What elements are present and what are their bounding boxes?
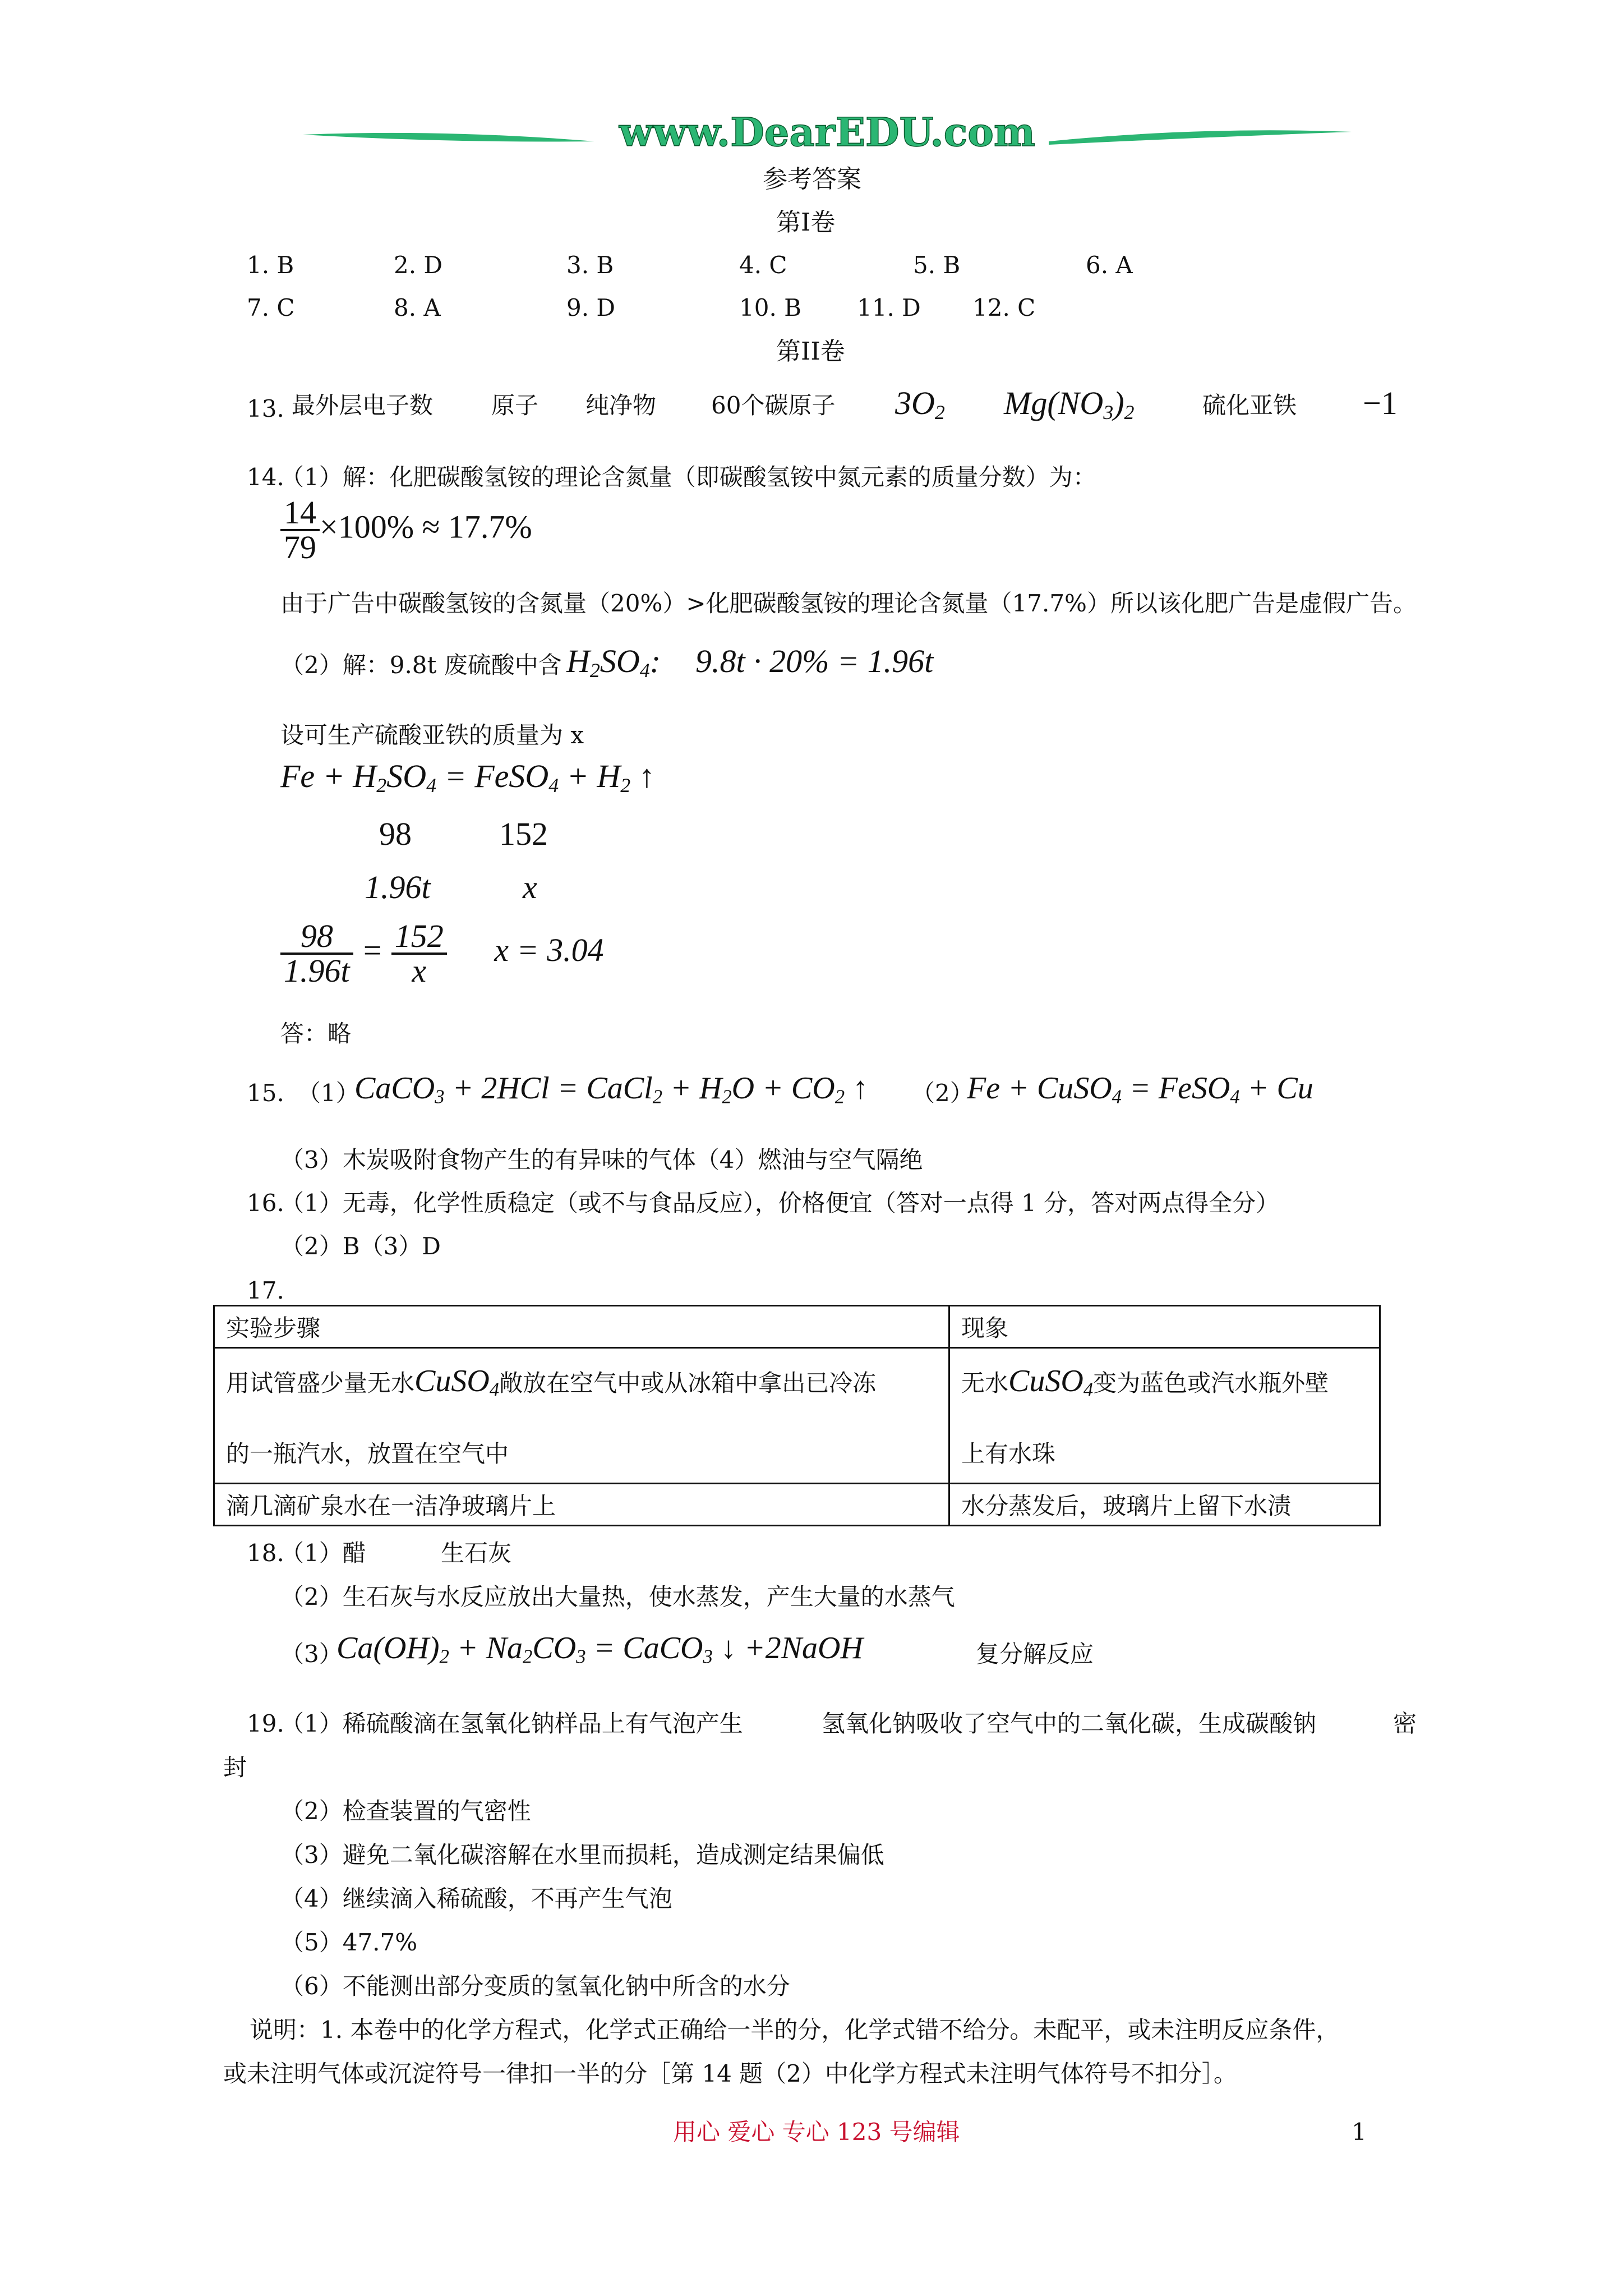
table-row xyxy=(214,1348,1380,1484)
frac-den: 79 xyxy=(284,529,316,565)
q14-formula: 9.8t · 20% = 1.96t xyxy=(695,643,934,679)
step-cell: 用试管盛少量无水CuSO$_4$敞放在空气中或从冰箱中拿出已冷冻 的一瓶汽水，放置在空气中 xyxy=(214,1348,949,1484)
q13-answer: 最外层电子数 xyxy=(292,392,434,419)
mc-answer: 8. A xyxy=(394,294,441,321)
mc-answer: 9. D xyxy=(566,294,616,321)
q15-label: （1） xyxy=(297,1079,359,1107)
frac-rest: ×100% ≈ 17.7% xyxy=(320,508,532,545)
q19-text: 封 xyxy=(223,1754,247,1781)
q19-text: （2）检查装置的气密性 xyxy=(280,1797,531,1825)
note-text: 说明：1. 本卷中的化学方程式，化学式正确给一半的分，化学式错不给分。未配平，或未注明反应条件， xyxy=(250,2016,1340,2044)
footer-text: 用心 爱心 专心 123 号编辑 xyxy=(673,2118,960,2146)
ratio-den: 1.96t xyxy=(284,953,350,989)
q17-number: 17. xyxy=(247,1277,284,1304)
q19-text: 密 xyxy=(1393,1710,1417,1737)
ratio-num: 152 xyxy=(391,920,447,955)
mc-answer: 5. B xyxy=(913,251,961,279)
q19-text: 氢氧化钠吸收了空气中的二氧化碳，生成碳酸钠 xyxy=(822,1710,1317,1737)
q16-text: （1）无毒，化学性质稳定（或不与食品反应），价格便宜（答对一点得 1 分，答对两点得全分） xyxy=(280,1189,1280,1217)
q14-mass: 98 xyxy=(379,816,412,852)
q18-text: 生石灰 xyxy=(441,1539,512,1567)
page-title: 参考答案 xyxy=(763,165,861,194)
q16-text: （2）B（3）D xyxy=(280,1232,441,1260)
q13-answer: 原子 xyxy=(491,392,539,419)
q19-text: （6）不能测出部分变质的氢氧化钠中所含的水分 xyxy=(280,1972,790,2000)
q14-text: （1）解：化肥碳酸氢铵的理论含氮量（即碳酸氢铵中氮元素的质量分数）为： xyxy=(280,463,1096,491)
q13-answer: −1 xyxy=(1363,385,1398,421)
q13-formula: $3O_2$ xyxy=(895,385,945,424)
q13-number: 13. xyxy=(247,395,284,422)
q14-fraction xyxy=(280,496,532,564)
table-header-row xyxy=(214,1306,1380,1348)
q18-text: （1）醋 xyxy=(280,1539,366,1567)
q14-formula: $H_2SO_4$: xyxy=(566,643,661,682)
mc-answer: 2. D xyxy=(394,251,443,279)
ratio-num: 98 xyxy=(280,920,353,955)
q18-text: 复分解反应 xyxy=(976,1640,1094,1668)
frac-num: 14 xyxy=(280,496,320,531)
logo-swoosh-left xyxy=(303,133,594,142)
experiment-table xyxy=(213,1305,1381,1526)
q18-label: （3） xyxy=(280,1640,343,1668)
mc-answer: 10. B xyxy=(739,294,802,321)
ratio-den: x xyxy=(412,953,427,989)
q15-label: （2） xyxy=(911,1079,974,1107)
q15-equation: CaCO$_3$ + 2HCl = CaCl$_2$ + $H_2O + CO_2$ ↑ xyxy=(354,1071,869,1108)
mc-answer: 4. C xyxy=(739,251,787,279)
q14-text: 设可生产硫酸亚铁的质量为 x xyxy=(280,721,584,749)
q13-formula: $Mg(NO_3)_2$ xyxy=(1004,385,1135,424)
phenomenon-cell: 无水CuSO$_4$变为蓝色或汽水瓶外壁 上有水珠 xyxy=(949,1348,1380,1484)
q13-answer: 硫化亚铁 xyxy=(1202,392,1297,419)
q15-number: 15. xyxy=(247,1079,284,1107)
mc-answer: 12. C xyxy=(972,294,1036,321)
q19-text: （5）47.7% xyxy=(280,1929,418,1956)
q18-equation: $Ca(OH)_2 + Na_2CO_3$ = CaCO$_3$ ↓ +2NaOH xyxy=(336,1631,863,1668)
q19-text: （1）稀硫酸滴在氢氧化钠样品上有气泡产生 xyxy=(280,1710,743,1737)
q16-number: 16. xyxy=(247,1189,284,1217)
mc-answer: 3. B xyxy=(566,251,614,279)
mc-answer: 11. D xyxy=(857,294,921,321)
q15-equation: Fe + CuSO$_4$ = FeSO$_4$ + Cu xyxy=(967,1071,1313,1108)
page-number: 1 xyxy=(1352,2118,1367,2146)
header-phenomenon: 现象 xyxy=(949,1306,1380,1348)
part1-label: 第I卷 xyxy=(776,208,836,237)
q18-number: 18. xyxy=(247,1539,284,1567)
mc-answer: 7. C xyxy=(247,294,295,321)
q19-number: 19. xyxy=(247,1710,284,1737)
mc-answer: 6. A xyxy=(1086,251,1133,279)
q14-text: 由于广告中碳酸氢铵的含氮量（20%）>化肥碳酸氢铵的理论含氮量（17.7%）所以该化肥广告是虚假广告。 xyxy=(280,590,1417,617)
q14-text: （2）解：9.8t 废硫酸中含 xyxy=(280,651,562,679)
note-text: 或未注明气体或沉淀符号一律扣一半的分［第 14 题（2）中化学方程式未注明气体符号不扣分］。 xyxy=(223,2060,1237,2087)
q14-number: 14. xyxy=(247,463,284,491)
phenomenon-cell: 水分蒸发后，玻璃片上留下水渍 xyxy=(949,1484,1380,1526)
step-cell: 滴几滴矿泉水在一洁净玻璃片上 xyxy=(214,1484,949,1526)
q14-value: x xyxy=(523,869,537,905)
mc-answer: 1. B xyxy=(247,251,294,279)
q14-mass: 152 xyxy=(499,816,548,852)
q18-text: （2）生石灰与水反应放出大量热，使水蒸发，产生大量的水蒸气 xyxy=(280,1583,955,1611)
part2-label: 第II卷 xyxy=(776,337,845,366)
q13-answer: 纯净物 xyxy=(585,392,657,419)
q19-text: （4）继续滴入稀硫酸，不再产生气泡 xyxy=(280,1885,672,1912)
q13-answer: 60个碳原子 xyxy=(711,392,836,419)
q15-text: （3）木炭吸附食物产生的有异味的气体（4）燃油与空气隔绝 xyxy=(280,1146,923,1174)
q19-text: （3）避免二氧化碳溶解在水里而损耗，造成测定结果偏低 xyxy=(280,1841,884,1869)
table-row xyxy=(214,1484,1380,1526)
q14-value: 1.96t xyxy=(365,869,431,905)
q14-ratio: $\frac{98}{1.96t}$ = $\frac{152}{x}$ x = 3.04 xyxy=(280,920,604,987)
logo-text: www.DearEDU.com xyxy=(619,112,1036,155)
q14-equation: $Fe + H_2SO_4$ = FeSO$_4$ + $H_2$ ↑ xyxy=(280,758,655,797)
q14-answer: 答：略 xyxy=(280,1020,352,1047)
logo-swoosh-right xyxy=(1049,130,1352,145)
ratio-result: x = 3.04 xyxy=(494,932,604,969)
header-step: 实验步骤 xyxy=(214,1306,949,1348)
